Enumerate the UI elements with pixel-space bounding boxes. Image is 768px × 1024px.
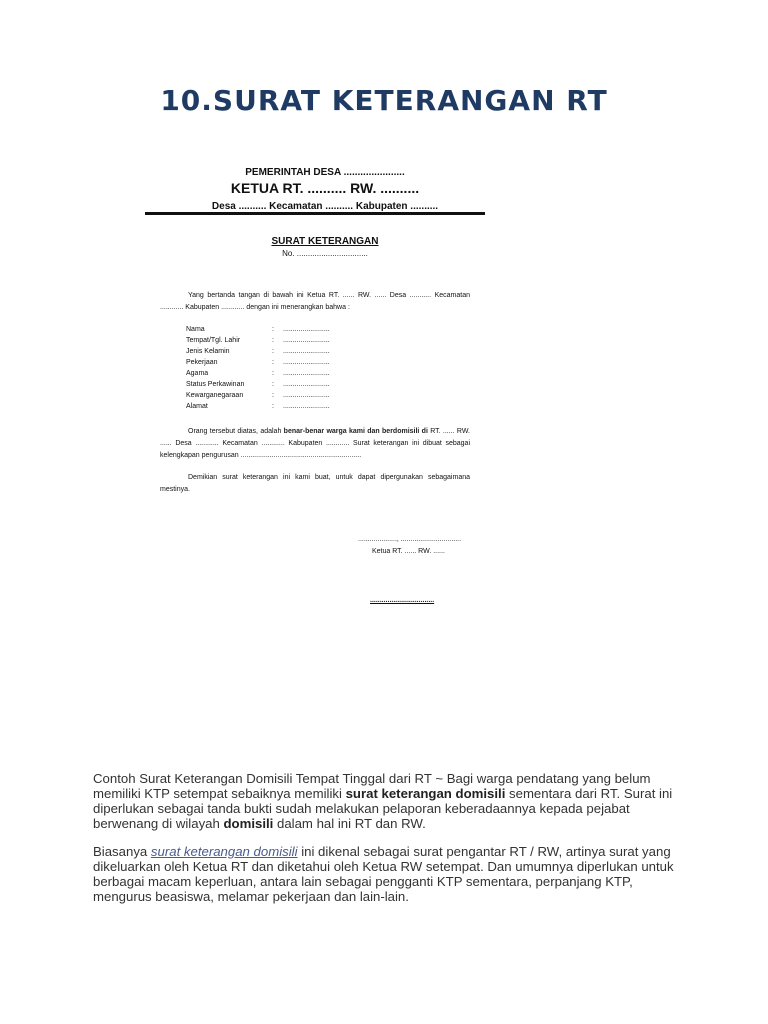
letter-intro: Yang bertanda tangan di bawah ini Ketua RT. ...... RW. ...... Desa ........... Kecamatan ............ Kabupaten ............ dengan ini menerangkan bahwa : [160, 292, 470, 311]
field-colon: : [272, 337, 274, 344]
body-bold-text: domisili [223, 816, 274, 831]
field-label: Agama [186, 370, 209, 377]
field-label: Nama [186, 326, 205, 333]
letter-image [120, 130, 540, 755]
letter-header-address: Desa .......... Kecamatan .......... Kabupaten .......... [211, 201, 439, 212]
body-text: Contoh Surat Keterangan Domisili Tempat Tinggal dari RT ~ Bagi warga pendatang yang belum memiliki KTP setempat sebaiknya memiliki [93, 771, 651, 801]
field-value: ........................ [283, 370, 330, 377]
field-colon: : [272, 359, 274, 366]
field-colon: : [272, 348, 274, 355]
letter-closing: Demikian surat keterangan ini kami buat, untuk dapat dipergunakan sebagaimana mestinya. [160, 474, 470, 493]
body-text: dalam hal ini RT dan RW. [273, 816, 426, 831]
statement-text: Orang tersebut diatas, adalah [188, 428, 284, 435]
field-colon: : [272, 381, 274, 388]
field-label: Alamat [186, 403, 208, 410]
field-value: ........................ [283, 348, 330, 355]
signature-name: ................................. [370, 597, 435, 604]
letter-header-rule [145, 212, 485, 215]
field-label: Pekerjaan [186, 359, 218, 366]
letter-title: SURAT KETERANGAN [271, 236, 379, 247]
letter-header-rt: KETUA RT. .......... RW. .......... [230, 180, 420, 196]
body-paragraph-2 [93, 844, 683, 904]
field-value: ........................ [283, 403, 330, 410]
body-text: Biasanya [93, 844, 151, 859]
statement-text: RT. ...... RW. ...... Desa ............ Kecamatan ............ Kabupaten ............ Surat keterangan ini dibuat sebagai kelengkapan pengurusan .............................................................. [160, 428, 470, 459]
body-text: sementara dari RT. Surat ini diperlukan sebagai tanda bukti sudah melakukan pelaporan keberadaannya kepada pejabat berwenang di wilayah [93, 786, 673, 831]
field-colon: : [272, 392, 274, 399]
field-colon: : [272, 403, 274, 410]
field-colon: : [272, 370, 274, 377]
field-value: ........................ [283, 392, 330, 399]
body-bold-text: surat keterangan domisili [345, 786, 506, 801]
letter-number: No. ................................ [282, 249, 368, 258]
body-text: ini dikenal sebagai surat pengantar RT / RW, artinya surat yang dikeluarkan oleh Ketua RT dan diketahui oleh Ketua RW setempat. Dan umumnya diperlukan untuk berbagai macam keperluan, antara lain sebagai pengganti KTP sementara, perpanjang KTP, mengurus beasiswa, melamar pekerjaan dan lain-lain. [93, 844, 674, 904]
field-label: Status Perkawinan [186, 381, 245, 388]
signature-title: Ketua RT. ...... RW. ...... [372, 548, 445, 555]
letter-statement [160, 426, 470, 462]
field-value: ........................ [283, 359, 330, 366]
statement-bold-text: benar-benar warga kami dan berdomisili di [283, 428, 428, 435]
field-label: Tempat/Tgl. Lahir [186, 337, 241, 344]
field-value: ........................ [283, 326, 330, 333]
field-label: Jenis Kelamin [186, 348, 230, 355]
field-value: ........................ [283, 337, 330, 344]
body-paragraph-1 [93, 771, 683, 831]
field-value: ........................ [283, 381, 330, 388]
surat-keterangan-domisili-link[interactable]: surat keterangan domisili [150, 844, 298, 859]
letter-header-government: PEMERINTAH DESA ...................... [245, 167, 405, 178]
field-colon: : [272, 326, 274, 333]
field-label: Kewarganegaraan [186, 392, 244, 399]
page-title: 10.SURAT KETERANGAN RT [160, 84, 608, 117]
signature-place-date: ...................., ............................... [358, 536, 462, 543]
